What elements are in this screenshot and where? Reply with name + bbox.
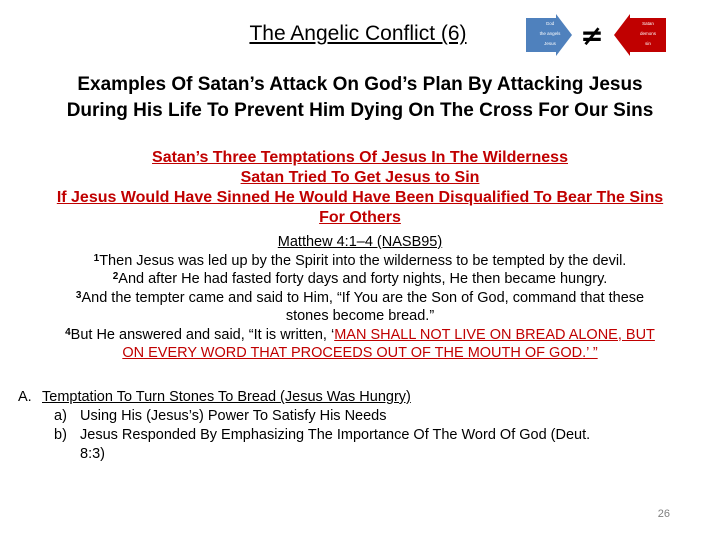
old-testament-quote: MAN SHALL NOT LIVE ON BREAD ALONE, BUT (334, 326, 655, 343)
verse-number: 4 (65, 326, 71, 338)
list-marker: a) (54, 408, 67, 424)
temptations-heading (6, 148, 714, 228)
logo-right-line-2: demons (639, 31, 657, 36)
slide-subtitle (10, 72, 710, 124)
verse-3 (8, 289, 712, 308)
list-marker: b) (54, 427, 67, 443)
logo-left-line-2: the angels (539, 31, 561, 36)
logo-left-line-1: God (545, 21, 555, 26)
verse-number: 3 (75, 289, 82, 301)
not-equal-symbol: ≠ (580, 19, 604, 52)
verse-text: And the tempter came and said to Him, “If You are the Son of God, command that these (81, 289, 645, 306)
outline-subitem-text: Jesus Responded By Emphasizing The Importance Of The Word Of God (Deut. (80, 427, 591, 443)
outline-subitem (18, 407, 708, 426)
heading-line: Satan Tried To Get Jesus to Sin (240, 169, 480, 186)
outline-subitem-continued (18, 445, 708, 464)
verse-4 (8, 326, 712, 345)
slide-title: The Angelic Conflict (6) (249, 22, 467, 45)
list-marker: A. (18, 389, 32, 405)
outline-subitem (18, 426, 708, 445)
heading-line: If Jesus Would Have Sinned He Would Have Been Disqualified To Bear The Sins (56, 189, 664, 206)
outline-subitem-text: Using His (Jesus’s) Power To Satisfy His Needs (80, 408, 387, 424)
verse-text: But He answered and said, “It is written, ‘ (70, 326, 335, 343)
outline-subitem-text: 8:3) (80, 446, 105, 462)
quote-end: .’ ” (582, 345, 598, 361)
scripture-reference: Matthew 4:1–4 (NASB95) (277, 234, 443, 250)
verse-text: And after He had fasted forty days and forty nights, He then became hungry. (118, 271, 608, 287)
page-number: 26 (657, 508, 670, 520)
verse-2 (8, 270, 712, 289)
old-testament-quote: ON EVERY WORD THAT PROCEEDS OUT OF THE MOUTH OF GOD (122, 345, 583, 361)
scripture-passage (8, 233, 712, 363)
outline-item-a (18, 388, 708, 407)
verse-number: 2 (112, 271, 119, 282)
subtitle-line: Examples Of Satan’s Attack On God’s Plan By Attacking Jesus (77, 74, 643, 95)
angelic-conflict-logo (526, 14, 666, 56)
verse-4-continued (8, 344, 712, 363)
outline-item-text: Temptation To Turn Stones To Bread (Jesus Was Hungry) (42, 389, 411, 405)
subtitle-line: During His Life To Prevent Him Dying On The Cross For Our Sins (66, 100, 654, 121)
logo-right-line-3: sin (645, 41, 651, 46)
logo-left-line-3: Jesus (544, 41, 556, 46)
verse-1 (8, 252, 712, 271)
heading-line: Satan’s Three Temptations Of Jesus In The Wilderness (152, 149, 568, 166)
verse-number: 1 (93, 252, 100, 264)
heading-line: For Others (319, 209, 401, 226)
logo-right-line-1: Satan (642, 21, 654, 26)
outline-list (18, 388, 708, 464)
verse-text: Then Jesus was led up by the Spirit into the wilderness to be tempted by the devil. (99, 252, 627, 269)
verse-3-continued: stones become bread.” (285, 308, 435, 324)
